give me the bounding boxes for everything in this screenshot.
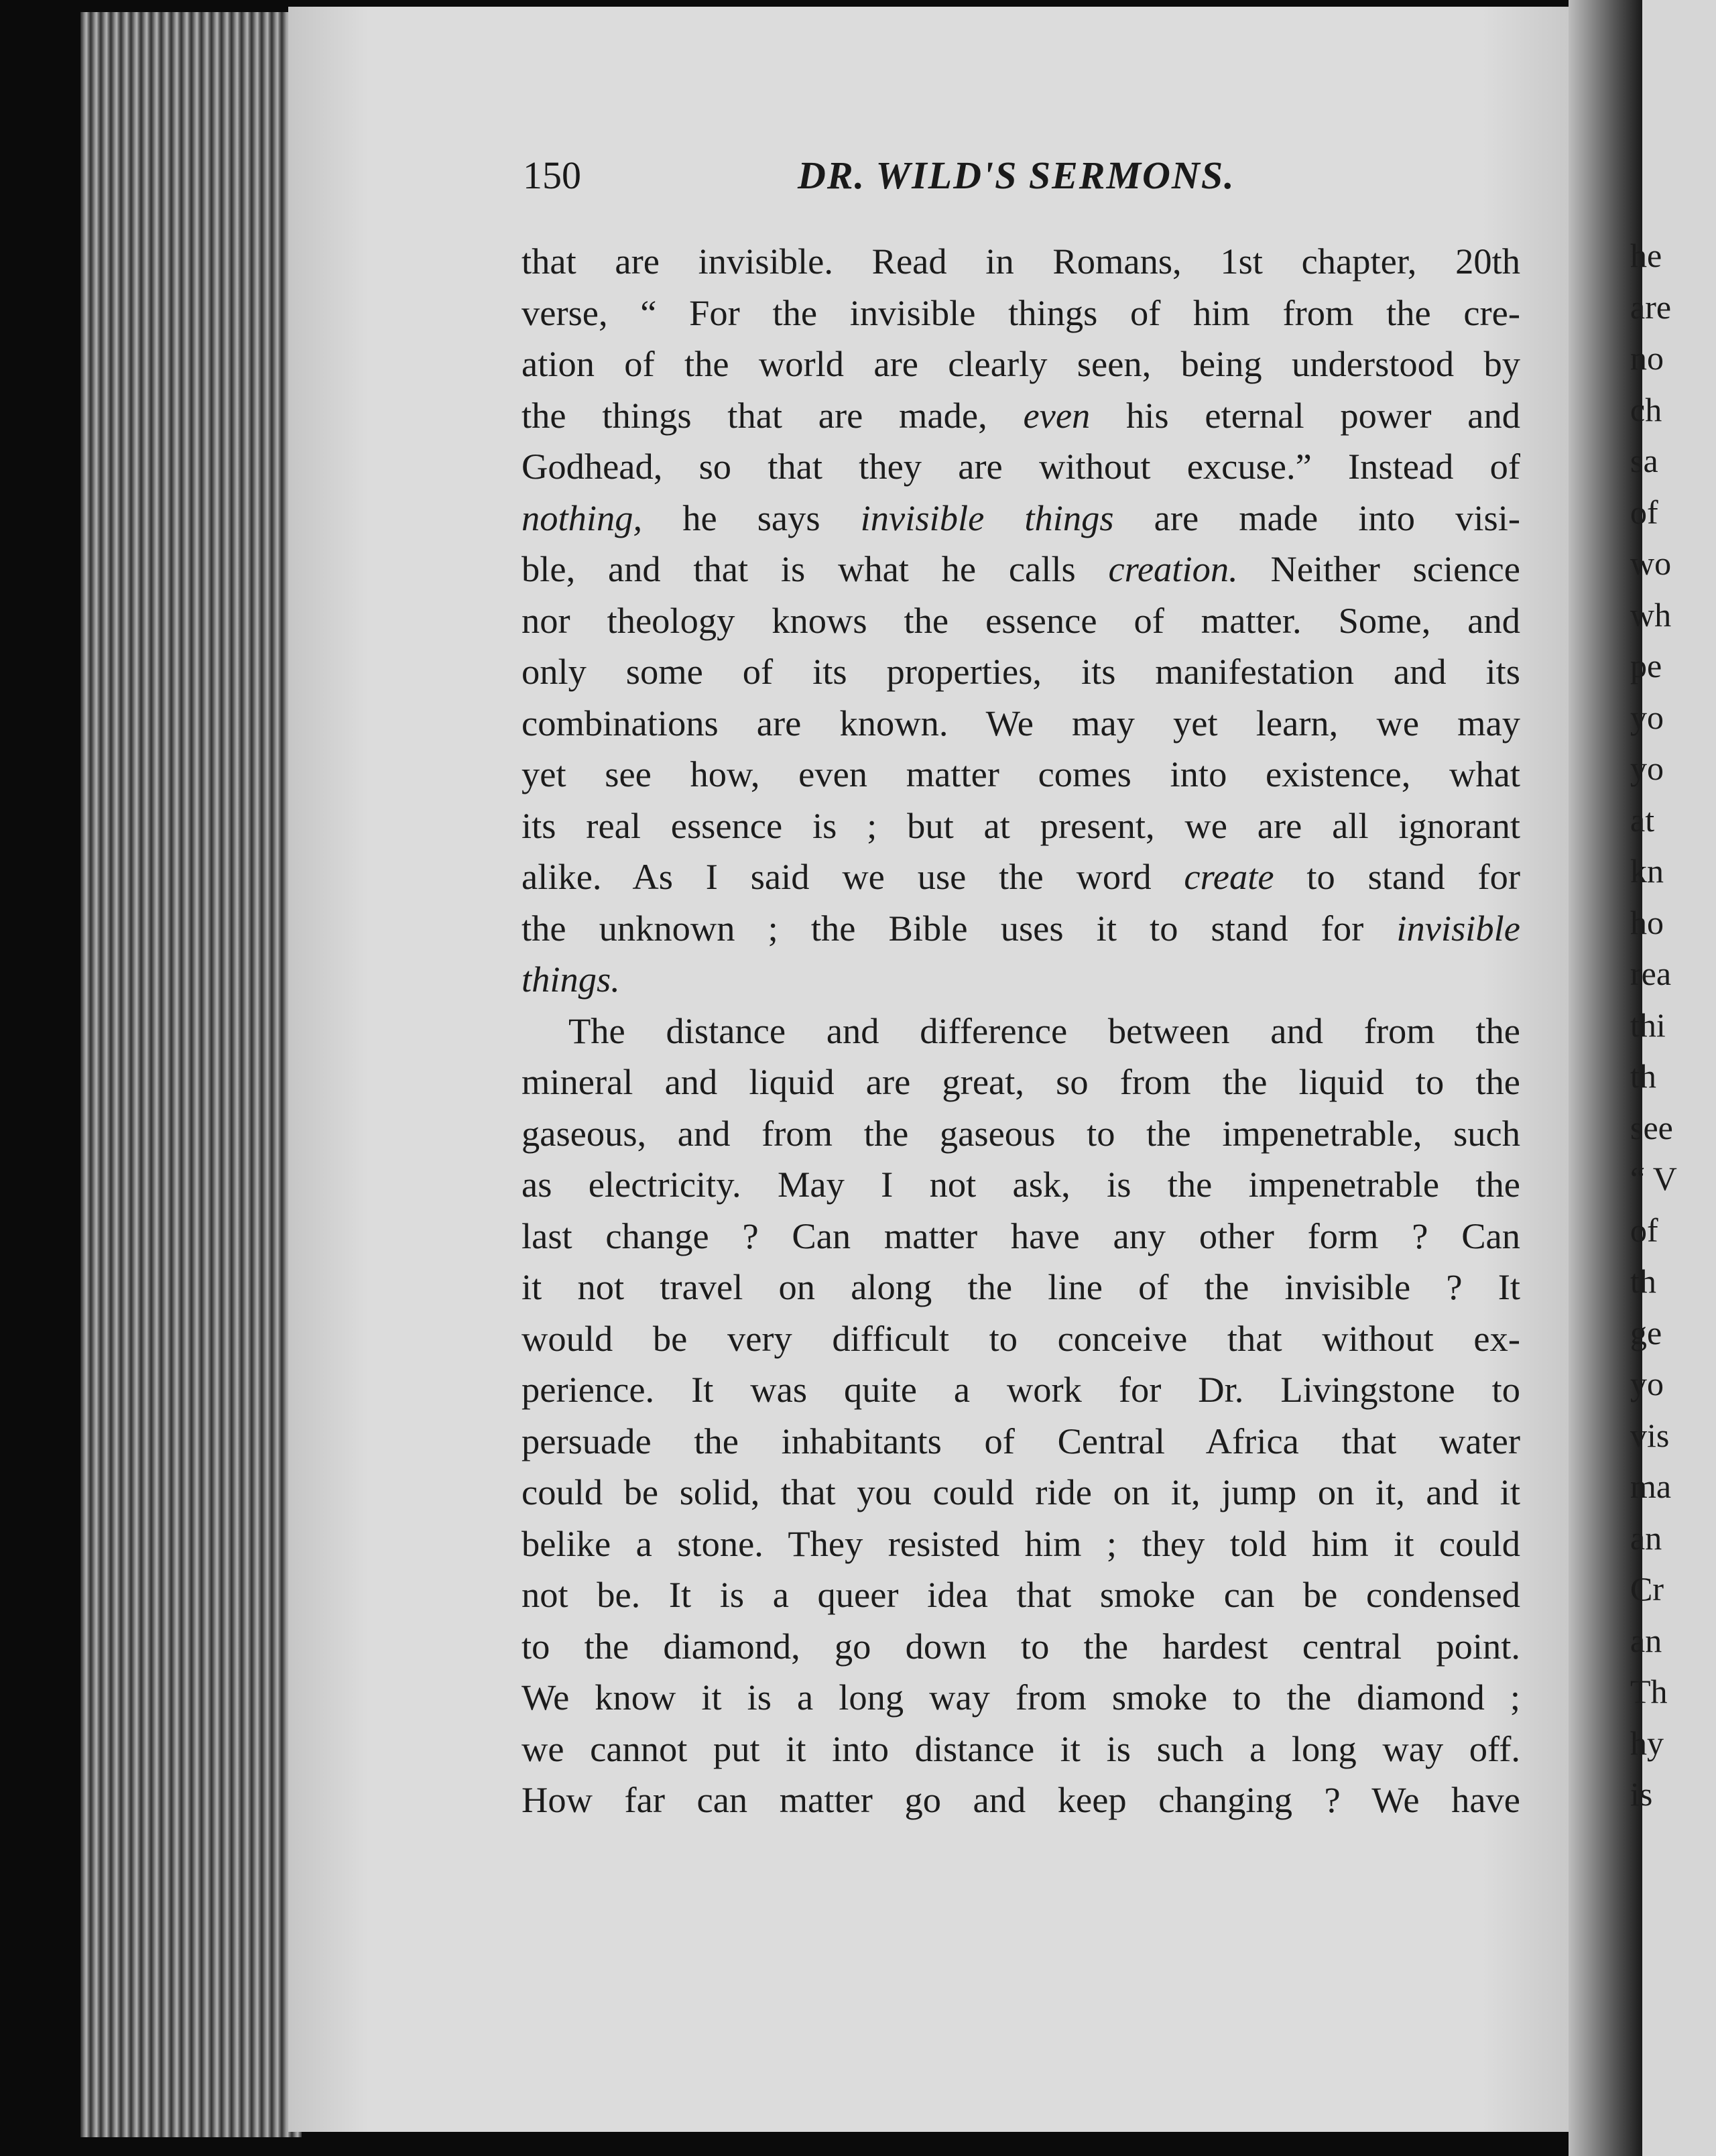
facing-page-line: is xyxy=(1630,1775,1653,1813)
text-line xyxy=(522,646,1520,698)
facing-page-line: ho xyxy=(1630,903,1664,941)
running-title: DR. WILD'S SERMONS. xyxy=(798,154,1235,197)
text-line xyxy=(522,390,1520,442)
text-line xyxy=(522,1364,1520,1416)
facing-page-line: yo xyxy=(1630,1365,1664,1402)
text-line xyxy=(522,493,1520,544)
text-line xyxy=(522,698,1520,750)
text-line xyxy=(522,1724,1520,1775)
facing-page-line: he xyxy=(1630,237,1662,274)
text-run: yet see how, even matter comes into existence, what xyxy=(522,754,1520,794)
text-run: not be. It is a queer idea that smoke can be condensed xyxy=(522,1574,1520,1615)
text-line xyxy=(522,954,1520,1006)
text-run: combinations are known. We may yet learn, we may xyxy=(522,702,1520,743)
text-run: mineral and liquid are great, so from the liquid to the xyxy=(522,1061,1520,1102)
text-run: Godhead, so that they are without excuse.” Instead of xyxy=(522,446,1520,487)
text-line xyxy=(522,1416,1520,1468)
text-run: would be very difficult to conceive that without ex- xyxy=(522,1317,1520,1359)
facing-page-line: thi xyxy=(1630,1006,1666,1044)
text-line xyxy=(522,288,1520,339)
text-run: the things that are made, xyxy=(522,394,1024,436)
italic-text: invisible things xyxy=(860,497,1114,538)
text-line xyxy=(522,800,1520,852)
facing-page-line: no xyxy=(1630,339,1664,377)
text-line xyxy=(522,1211,1520,1262)
text-run: nor theology knows the essence of matter. Some, and xyxy=(522,599,1520,641)
text-line xyxy=(522,1775,1520,1826)
facing-page-line: yo xyxy=(1630,698,1664,736)
italic-text: invisible xyxy=(1396,907,1520,949)
text-line xyxy=(522,1108,1520,1160)
text-run: persuade the inhabitants of Central Africa that water xyxy=(522,1420,1520,1461)
text-line xyxy=(522,1467,1520,1518)
facing-page-line: of xyxy=(1630,1211,1658,1249)
facing-page-line: hy xyxy=(1630,1724,1664,1762)
facing-page-line: wh xyxy=(1630,595,1672,634)
text-line xyxy=(522,1313,1520,1365)
facing-page-line: kn xyxy=(1630,852,1664,890)
facing-page-line: “ V xyxy=(1630,1160,1677,1197)
text-run: gaseous, and from the gaseous to the impenetrable, such xyxy=(522,1112,1520,1154)
text-run: it not travel on along the line of the invisible ? It xyxy=(522,1266,1520,1307)
facing-page-line: rea xyxy=(1630,955,1672,992)
text-line xyxy=(522,1159,1520,1211)
facing-page-line: pe xyxy=(1630,647,1662,684)
facing-page-line: Th xyxy=(1630,1673,1668,1710)
text-line xyxy=(522,1057,1520,1108)
text-line xyxy=(522,1672,1520,1724)
text-run: his eternal power and xyxy=(1090,394,1520,436)
page-edges xyxy=(80,12,302,2137)
text-run: ble, and that is what he calls xyxy=(522,548,1109,589)
text-line xyxy=(522,1621,1520,1673)
facing-page-line: an xyxy=(1630,1621,1662,1659)
text-line xyxy=(522,903,1520,955)
running-head xyxy=(523,153,1260,206)
facing-page-line: Cr xyxy=(1630,1570,1664,1608)
facing-page-line: ch xyxy=(1630,390,1662,428)
facing-page-line: wo xyxy=(1630,544,1672,582)
text-line xyxy=(522,1569,1520,1621)
text-run: How far can matter go and keep changing ? We have xyxy=(522,1779,1520,1820)
facing-page-line: at xyxy=(1630,800,1655,839)
body-text xyxy=(522,236,1520,1826)
text-run: perience. It was quite a work for Dr. Livingstone to xyxy=(522,1369,1520,1410)
facing-page-line: of xyxy=(1630,493,1658,531)
italic-text: creation. xyxy=(1108,548,1238,589)
facing-page-line: are xyxy=(1630,288,1672,326)
text-run: Neither science xyxy=(1237,548,1520,589)
text-line xyxy=(522,1262,1520,1313)
facing-page-line: sa xyxy=(1630,442,1658,479)
italic-text: things. xyxy=(522,959,620,1000)
italic-text: nothing, xyxy=(522,497,643,538)
text-line xyxy=(522,749,1520,800)
text-run: we cannot put it into distance it is such a long way off. xyxy=(522,1728,1520,1769)
text-line xyxy=(522,339,1520,390)
text-run: ation of the world are clearly seen, being understood by xyxy=(522,343,1520,384)
italic-text: create xyxy=(1184,856,1274,897)
text-run: alike. As I said we use the word xyxy=(522,856,1184,897)
text-run: that are invisible. Read in Romans, 1st chapter, 20th xyxy=(522,241,1520,282)
text-line xyxy=(522,544,1520,595)
facing-page-line: ge xyxy=(1630,1313,1662,1352)
text-run: The distance and difference between and from the xyxy=(568,1010,1520,1051)
facing-page-line: th xyxy=(1630,1262,1656,1300)
text-run: the unknown ; the Bible uses it to stand for xyxy=(522,907,1397,949)
text-run: belike a stone. They resisted him ; they told him it could xyxy=(522,1522,1520,1564)
text-line xyxy=(522,236,1520,288)
facing-page-line: th xyxy=(1630,1057,1656,1095)
text-run: to the diamond, go down to the hardest central point. xyxy=(522,1625,1520,1667)
text-line xyxy=(522,1518,1520,1570)
facing-page-line: ma xyxy=(1630,1468,1672,1505)
facing-page-line: an xyxy=(1630,1518,1662,1557)
text-line xyxy=(522,851,1520,903)
text-line xyxy=(522,595,1520,647)
text-run: could be solid, that you could ride on it, jump on it, and it xyxy=(522,1472,1520,1512)
text-run: he says xyxy=(642,497,861,538)
facing-page-line: vis xyxy=(1630,1416,1670,1454)
text-run: to stand for xyxy=(1274,856,1520,897)
italic-text: even xyxy=(1023,394,1091,436)
page-number: 150 xyxy=(523,154,581,197)
text-run: last change ? Can matter have any other form ? Can xyxy=(522,1215,1520,1256)
text-run: its real essence is ; but at present, we are all ignorant xyxy=(522,804,1520,846)
text-run: only some of its properties, its manifestation and its xyxy=(522,651,1520,692)
text-run: as electricity. May I not ask, is the impenetrable the xyxy=(522,1164,1520,1205)
facing-page-line: yo xyxy=(1630,750,1664,787)
text-line xyxy=(522,441,1520,493)
text-run: We know it is a long way from smoke to the diamond ; xyxy=(522,1677,1520,1718)
facing-page-line: see xyxy=(1630,1108,1673,1146)
text-line xyxy=(522,1006,1520,1057)
text-run: are made into visi- xyxy=(1113,497,1520,538)
text-run: verse, “ For the invisible things of him from the cre- xyxy=(522,292,1520,333)
